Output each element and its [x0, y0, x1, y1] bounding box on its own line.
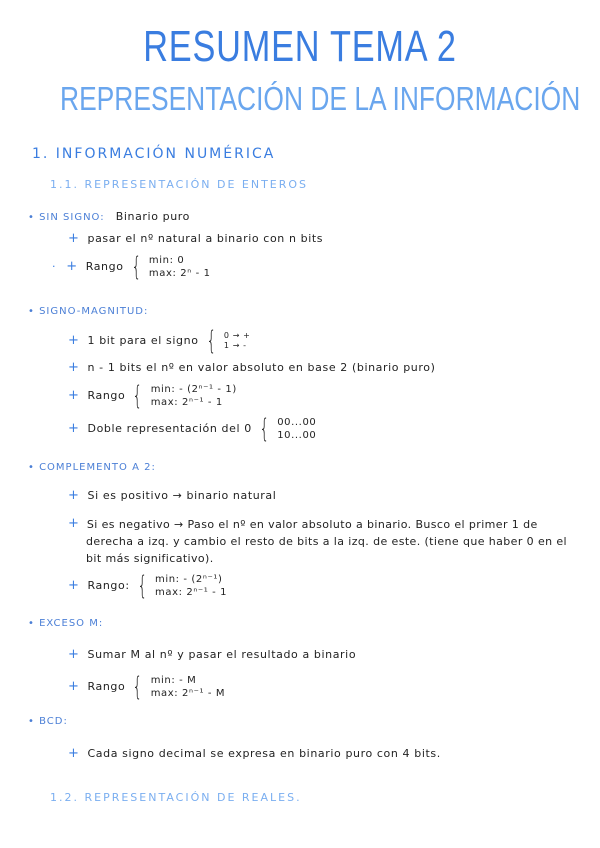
sign-values — [224, 331, 251, 351]
exceso-rango-values — [151, 674, 225, 700]
complemento-max: max: 2ⁿ⁻¹ - 1 — [155, 587, 228, 598]
signo-magnitud-max: max: 2ⁿ⁻¹ - 1 — [150, 397, 223, 408]
signo-magnitud-rango-values — [151, 383, 237, 409]
sin-signo-heading: • SIN SIGNO: — [28, 212, 105, 223]
plus-bullet-icon: + — [68, 421, 80, 436]
signo-magnitud-item-4-text: Doble representación del 0 — [87, 422, 252, 435]
plus-bullet-icon: + — [68, 578, 80, 593]
brace-icon: { — [259, 414, 270, 444]
exceso-rango-label: Rango — [87, 680, 126, 693]
sin-signo-max: max: 2ⁿ - 1 — [148, 268, 211, 279]
zero-positive: 00...00 — [277, 417, 317, 428]
page-title: RESUMEN TEMA 2 — [143, 22, 457, 71]
brace-icon: { — [206, 326, 217, 356]
plus-bullet-icon: + — [68, 360, 80, 375]
complemento-item-2-text: Si es negativo → Paso el nº en valor absoluto a binario. Busco el primer 1 de derecha a izq. y cambio el resto de bits a la izq. de este. (tiene que haber 0 en el bit más significativo). — [86, 518, 568, 565]
subsection-heading-enteros: 1.1. REPRESENTACIÓN DE ENTEROS — [50, 178, 309, 191]
complemento-item-2 — [68, 516, 573, 567]
exceso-heading: • EXCESO M: — [28, 618, 104, 629]
sin-signo-min: min: 0 — [148, 255, 185, 266]
plus-bullet-icon: + — [68, 388, 80, 403]
exceso-max: max: 2ⁿ⁻¹ - M — [150, 688, 226, 699]
sin-signo-rango-label: Rango — [85, 260, 124, 273]
complemento-min: min: - (2ⁿ⁻¹) — [155, 574, 223, 585]
zero-negative: 10...00 — [277, 430, 317, 441]
brace-icon: { — [131, 252, 142, 282]
subsection-heading-reales: 1.2. REPRESENTACIÓN DE REALES. — [50, 791, 302, 804]
exceso-rango — [68, 674, 225, 700]
complemento-rango-label: Rango: — [87, 579, 130, 592]
signo-magnitud-rango — [68, 383, 237, 409]
complemento-rango-values — [155, 573, 227, 599]
signo-magnitud-heading: • SIGNO-MAGNITUD: — [28, 306, 149, 317]
sin-signo-item-1 — [68, 231, 323, 246]
zero-representations — [277, 416, 316, 442]
sin-signo-item-1-text: pasar el nº natural a binario con n bits — [87, 232, 324, 245]
bcd-item-1-text: Cada signo decimal se expresa en binario puro con 4 bits. — [87, 747, 441, 760]
section-heading-informacion-numerica: 1. INFORMACIÓN NUMÉRICA — [32, 146, 276, 162]
page-subtitle: REPRESENTACIÓN DE LA INFORMACIÓN — [60, 80, 581, 117]
exceso-item-1-text: Sumar M al nº y pasar el resultado a binario — [87, 648, 357, 661]
plus-bullet-icon: + — [68, 679, 80, 694]
complemento-heading: • COMPLEMENTO A 2: — [28, 462, 156, 473]
bcd-heading: • BCD: — [28, 716, 68, 727]
brace-icon: { — [132, 381, 144, 411]
sign-positive: 0 → + — [223, 331, 251, 340]
bcd-item-1 — [68, 746, 441, 761]
plus-bullet-icon: + — [68, 746, 80, 761]
sin-signo-heading-row — [28, 205, 190, 224]
signo-magnitud-item-2 — [68, 360, 435, 375]
brace-icon: { — [137, 571, 148, 601]
signo-magnitud-min: min: - (2ⁿ⁻¹ - 1) — [150, 384, 237, 395]
complemento-item-1-text: Si es positivo → binario natural — [87, 489, 277, 502]
signo-magnitud-item-4 — [68, 416, 316, 442]
plus-bullet-icon: + — [68, 647, 80, 662]
complemento-item-1 — [68, 488, 276, 503]
exceso-min: min: - M — [150, 675, 197, 686]
signo-magnitud-item-1 — [68, 328, 251, 354]
complemento-rango — [68, 573, 227, 599]
sin-signo-heading-rest: Binario puro — [115, 210, 191, 223]
signo-magnitud-rango-label: Rango — [87, 389, 126, 402]
dot-bullet-icon: · — [52, 260, 57, 273]
plus-bullet-icon: + — [68, 488, 80, 503]
plus-bullet-icon: + — [68, 333, 80, 348]
signo-magnitud-item-1-text: 1 bit para el signo — [87, 334, 199, 347]
sign-negative: 1 → - — [223, 341, 247, 350]
brace-icon: { — [132, 672, 144, 702]
exceso-item-1 — [68, 647, 356, 662]
sin-signo-rango-values — [149, 254, 211, 280]
plus-bullet-icon: + — [68, 231, 80, 246]
plus-bullet-icon: + — [66, 259, 78, 274]
plus-bullet-icon: + — [68, 516, 79, 531]
signo-magnitud-item-2-text: n - 1 bits el nº en valor absoluto en base 2 (binario puro) — [87, 361, 436, 374]
sin-signo-rango — [52, 254, 211, 280]
